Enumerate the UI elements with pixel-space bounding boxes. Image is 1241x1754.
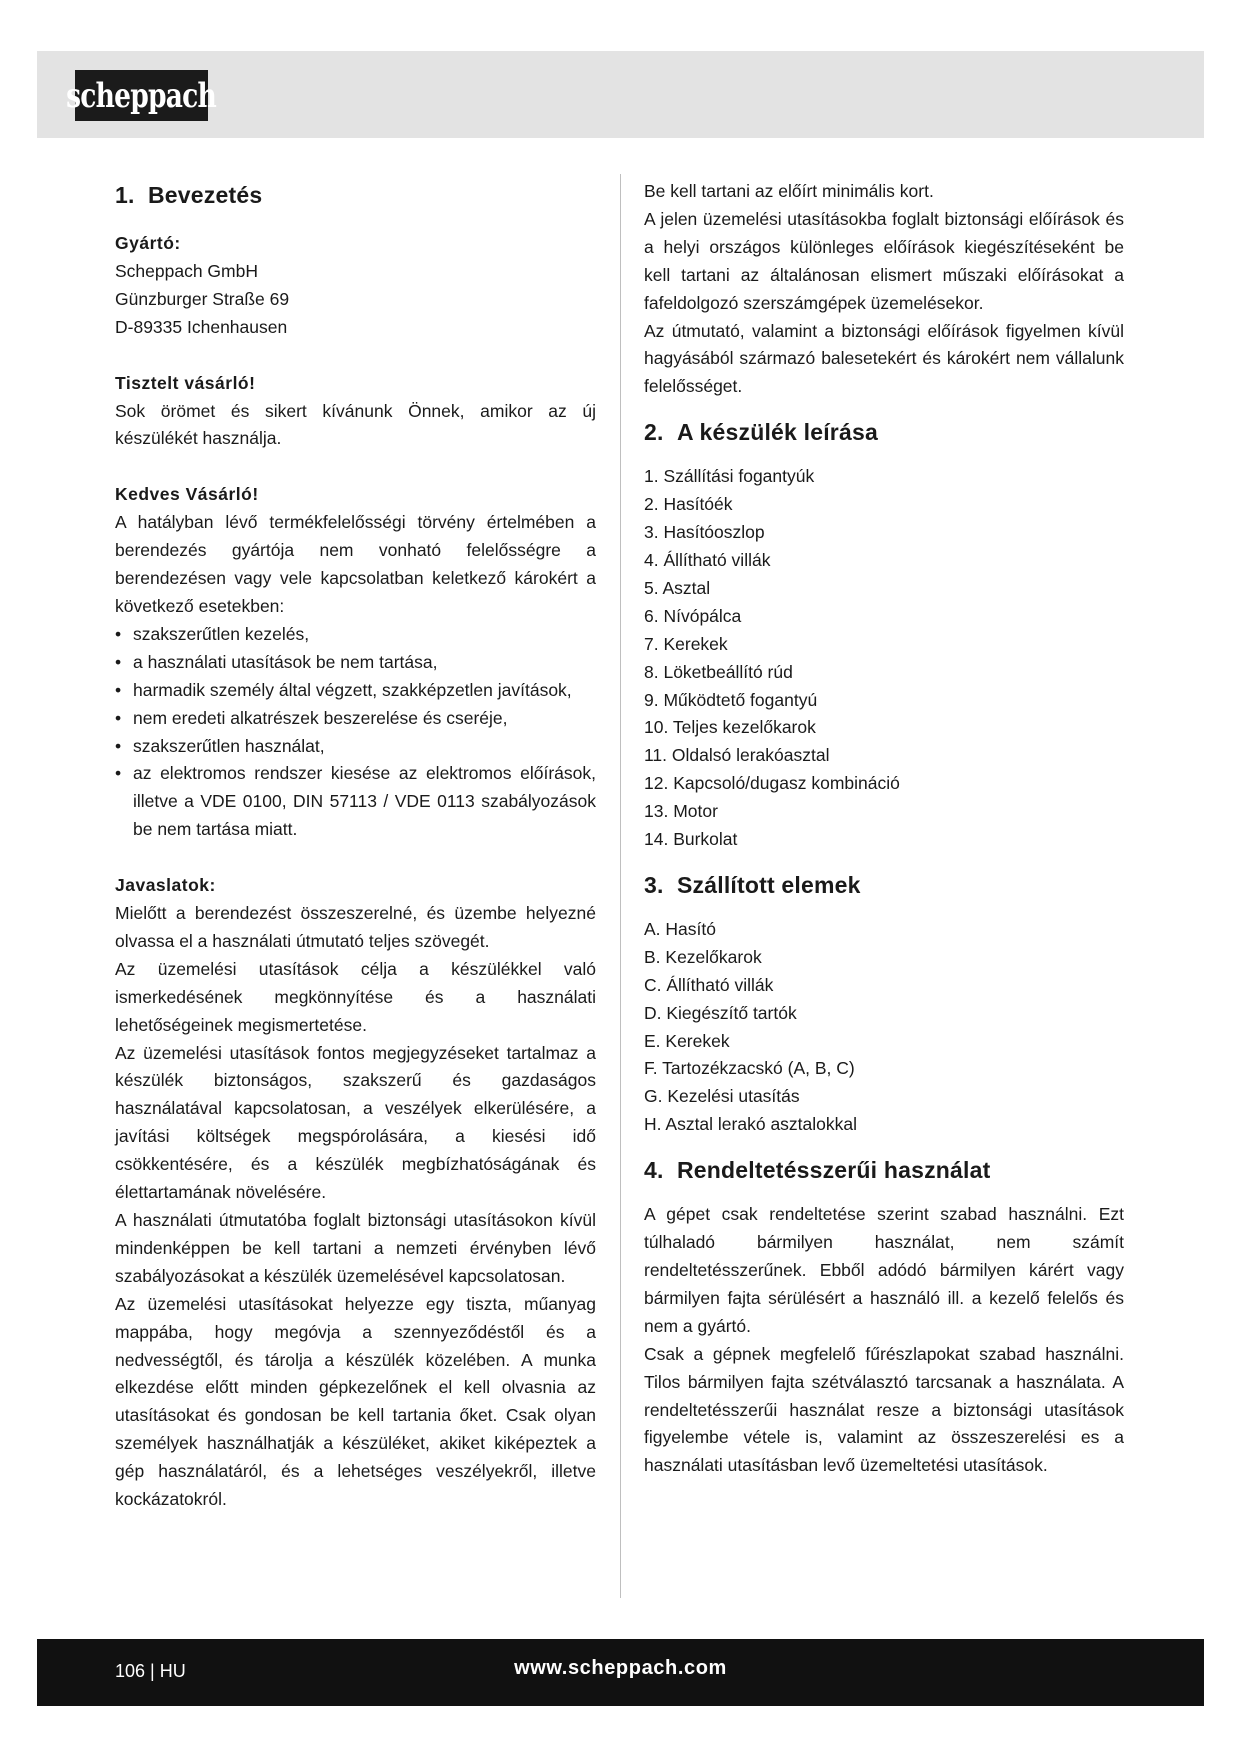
manufacturer-line: Günzburger Straße 69 bbox=[115, 288, 290, 309]
list-item: 12. Kapcsoló/dugasz kombináció bbox=[644, 773, 900, 794]
paragraph: Mielőtt a berendezést összeszerelné, és üzembe helyezné olvassa el a használati útmutató teljes szövegét. bbox=[115, 903, 596, 951]
list-item: • a használati utasítások be nem tartása, bbox=[115, 649, 596, 677]
header-band bbox=[37, 51, 1204, 138]
manufacturer-line: Scheppach GmbH bbox=[115, 260, 258, 281]
list-item: 5. Asztal bbox=[644, 577, 711, 598]
section-1-heading: 1. Bevezetés bbox=[115, 182, 263, 208]
page-number: 106 | HU bbox=[115, 1661, 186, 1681]
paragraph: A jelen üzemelési utasításokba foglalt biztonsági előírások és a helyi országos különleges előírások kiegészítéseként be kell tartani az általánosan elismert műszaki előírásokat a fafeldolgozó szerszámgépek üzemelésekor. bbox=[644, 208, 1124, 313]
section-3-heading: 3. Szállított elemek bbox=[644, 871, 861, 898]
list-item: 10. Teljes kezelőkarok bbox=[644, 717, 816, 738]
list-item: 14. Burkolat bbox=[644, 829, 738, 850]
list-item: D. Kiegészítő tartók bbox=[644, 1002, 797, 1023]
greeting-2-label: Kedves Vásárló! bbox=[115, 484, 259, 505]
list-item: • szakszerűtlen kezelés, bbox=[115, 621, 596, 649]
list-item: • nem eredeti alkatrészek beszerelése és cseréje, bbox=[115, 705, 596, 733]
list-item: 13. Motor bbox=[644, 801, 718, 822]
section-4-heading: 4. Rendeltetésszerűi használat bbox=[644, 1157, 991, 1184]
website-link[interactable]: www.scheppach.com bbox=[514, 1657, 727, 1679]
footer-bar bbox=[37, 1639, 1204, 1706]
paragraph: A használati útmutatóba foglalt biztonsági utasításokon kívül mindenképpen be kell tartani a nemzeti érvényben lévő szabályozásokat a készülék üzemelésével kapcsolatosan. bbox=[115, 1210, 596, 1286]
paragraph: Az útmutató, valamint a biztonsági előírások figyelmen kívül hagyásából származó balesetekért és károkért nem vállalunk felelősséget. bbox=[644, 320, 1124, 397]
list-item: C. Állítható villák bbox=[644, 974, 774, 995]
greeting-1-text: Sok örömet és sikert kívánunk Önnek, amikor az új készülékét használja. bbox=[115, 400, 596, 449]
list-item: 7. Kerekek bbox=[644, 633, 728, 654]
device-parts-list bbox=[644, 463, 1124, 854]
liability-list bbox=[115, 621, 596, 844]
recommendations-label: Javaslatok: bbox=[115, 875, 216, 896]
list-item: 11. Oldalsó lerakóasztal bbox=[644, 745, 830, 766]
list-item: 6. Nívópálca bbox=[644, 605, 742, 626]
logo-text: scheppach bbox=[66, 75, 217, 116]
right-column bbox=[644, 178, 1124, 1480]
list-item: A. Hasító bbox=[644, 918, 716, 939]
list-item: H. Asztal lerakó asztalokkal bbox=[644, 1114, 858, 1135]
manufacturer-block bbox=[115, 230, 596, 342]
paragraph: Az üzemelési utasítások célja a készülékkel való ismerkedésének megkönnyítése és a használati lehetőségeinek megismertetése. bbox=[115, 958, 596, 1035]
list-item: G. Kezelési utasítás bbox=[644, 1086, 800, 1107]
recommendations-block bbox=[115, 872, 596, 1514]
paragraph: Az üzemelési utasításokat helyezze egy tiszta, műanyag mappába, hogy megóvja a szennyeződéstől és a nedvességtől, és tárolja a készülék közelében. A munka elkezdése előtt minden gépkezelőnek el kell olvasnia az utasításokat és gondosan be kell tartania őket. Csak olyan személyek használhatják a készüléket, akiket kiképeztek a gép használatáról, és a lehetséges veszélyekről, illetve kockázatokról. bbox=[115, 1293, 596, 1510]
left-column bbox=[115, 178, 596, 1514]
list-item: 3. Hasítóoszlop bbox=[644, 522, 765, 543]
manufacturer-label: Gyártó: bbox=[115, 233, 181, 253]
list-item: B. Kezelőkarok bbox=[644, 946, 762, 967]
paragraph: Be kell tartani az előírt minimális kort. bbox=[644, 181, 934, 201]
list-item: E. Kerekek bbox=[644, 1030, 730, 1051]
manufacturer-line: D-89335 Ichenhausen bbox=[115, 316, 288, 337]
greeting-block-1 bbox=[115, 370, 596, 454]
list-item: F. Tartozékzacskó (A, B, C) bbox=[644, 1058, 855, 1079]
column-divider bbox=[620, 174, 621, 1598]
list-item: 4. Állítható villák bbox=[644, 549, 771, 570]
delivered-items-list bbox=[644, 916, 1124, 1139]
list-item: 8. Löketbeállító rúd bbox=[644, 661, 793, 682]
liability-intro: A hatályban lévő termékfelelősségi törvény értelmében a berendezés gyártója nem vonható felelősségre a berendezésen vagy vele kapcsolatban keletkező károkért a következő esetekben: bbox=[115, 512, 596, 616]
list-item: 1. Szállítási fogantyúk bbox=[644, 466, 815, 487]
paragraph: A gépet csak rendeltetése szerint szabad használni. Ezt túlhaladó bármilyen használat, nem számít rendeltetésszerűnek. Ebből adódó bármilyen kárért vagy bármilyen fajta sérülésért a használó ill. a kezelő felelős és nem a gyártó. bbox=[644, 1204, 1124, 1336]
paragraph: Az üzemelési utasítások fontos megjegyzéseket tartalmaz a készülék biztonságos, szakszerű és gazdaságos használatával kapcsolatosan, a veszélyek elkerülésére, a javítási költségek megspórolására, a kiesési idő csökkentésére, és a készülék megbízhatóságának és élettartamának növelésére. bbox=[115, 1042, 596, 1203]
list-item: • az elektromos rendszer kiesése az elektromos előírások, illetve a VDE 0100, DIN 57113 / VDE 0113 szabályozások be nem tartása miatt. bbox=[115, 760, 596, 844]
greeting-1-label: Tisztelt vásárló! bbox=[115, 372, 256, 393]
list-item: • harmadik személy által végzett, szakképzetlen javítások, bbox=[115, 677, 596, 705]
list-item: 9. Működtető fogantyú bbox=[644, 689, 818, 710]
list-item: • szakszerűtlen használat, bbox=[115, 733, 596, 761]
list-item: 2. Hasítóék bbox=[644, 494, 733, 515]
greeting-block-2 bbox=[115, 481, 596, 844]
section-2-heading: 2. A készülék leírása bbox=[644, 419, 878, 446]
paragraph: Csak a gépnek megfelelő fűrészlapokat szabad használni. Tilos bármilyen fajta szétválasztó tarcsanak a használata. A rendeltetésszerűi használat resze a biztonsági utasítások figyelembe vétele is, valamint az összeszerelési es a használati utasításban levő üzemeltetési utasítások. bbox=[644, 1343, 1124, 1476]
scheppach-logo bbox=[66, 70, 217, 121]
